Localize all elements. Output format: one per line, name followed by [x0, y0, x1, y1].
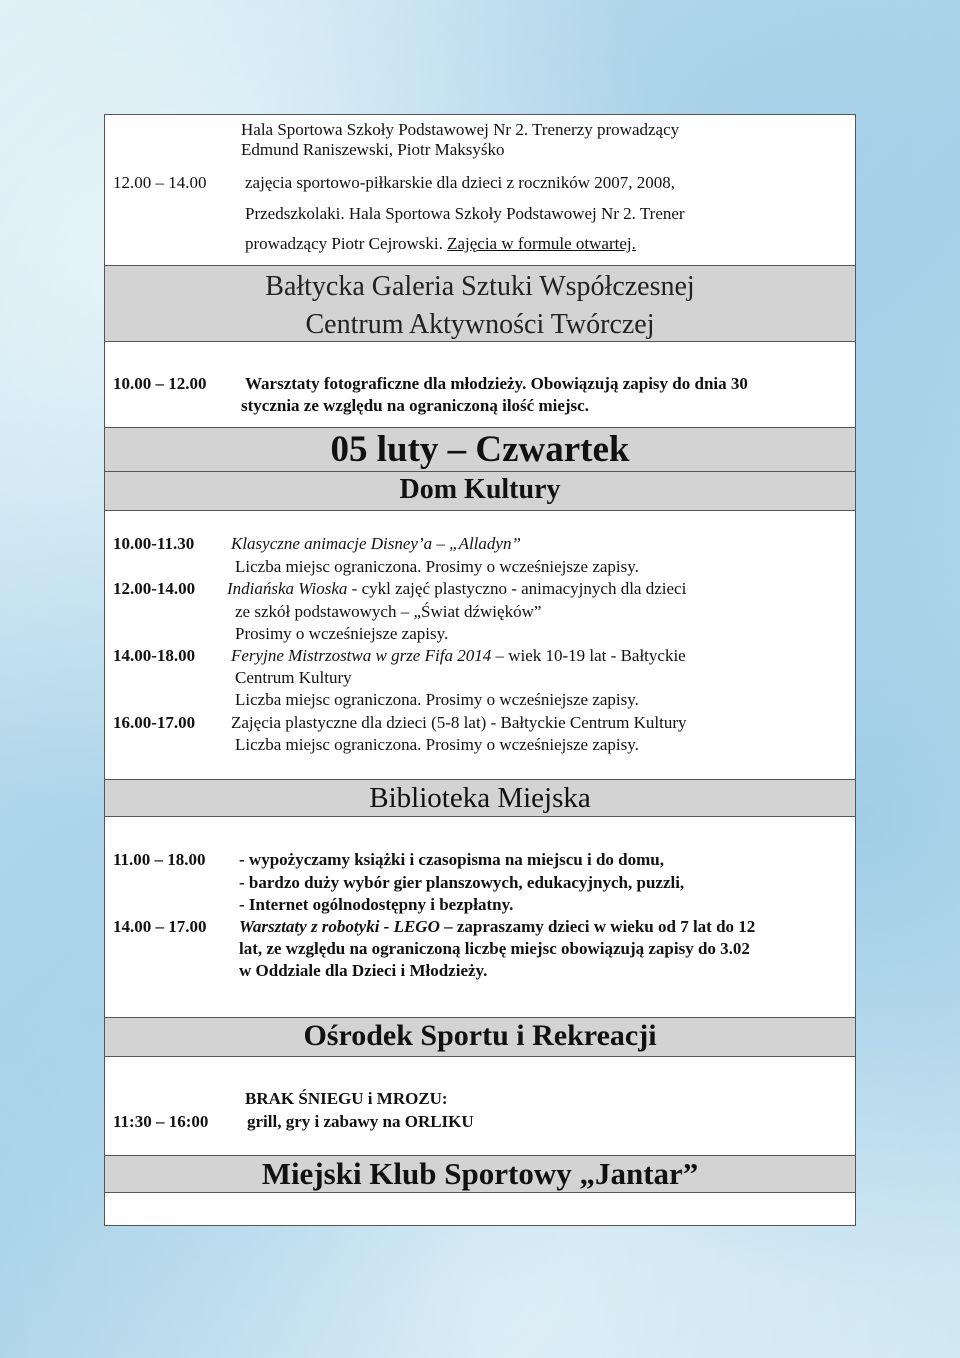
baltycka-line-1: Warsztaty fotograficzne dla młodzieży. Obowiązują zapisy do dnia 30 — [245, 374, 748, 393]
dk-e3-rest: – wiek 10-19 lat - Bałtyckie — [491, 646, 686, 665]
day-header — [105, 427, 855, 473]
klub-title: Miejski Klub Sportowy „Jantar” — [261, 1156, 699, 1191]
baltycka-title-1: Bałtycka Galeria Sztuki Współczesnej — [265, 271, 695, 302]
bib-e2-rest: – zapraszamy dzieci w wieku od 7 lat do 12 — [439, 917, 756, 936]
dk-e2-title: Indiańska Wioska — [227, 579, 348, 598]
intro-line-1: Hala Sportowa Szkoły Podstawowej Nr 2. Trenerzy prowadzący — [241, 120, 680, 139]
dk-e3-note: Liczba miejsc ograniczona. Prosimy o wcześniejsze zapisy. — [235, 690, 639, 709]
schedule-page — [104, 114, 856, 1226]
intro-line-4: Przedszkolaki. Hala Sportowa Szkoły Podstawowej Nr 2. Trener — [245, 204, 685, 223]
bib-e1-line-2: - bardzo duży wybór gier planszowych, edukacyjnych, puzzli, — [239, 873, 685, 892]
dk-e2-time: 12.00-14.00 — [113, 579, 196, 598]
bib-e2-title: Warsztaty z robotyki - LEGO — [239, 917, 440, 936]
intro-line-2: Edmund Raniszewski, Piotr Maksyśko — [241, 140, 505, 159]
dk-e1-time: 10.00-11.30 — [113, 534, 195, 553]
bib-e1-time: 11.00 – 18.00 — [113, 850, 206, 869]
baltycka-header — [105, 265, 855, 342]
dk-e2-line-2: ze szkół podstawowych – „Świat dźwięków” — [235, 602, 542, 621]
biblioteka-header — [105, 779, 855, 817]
intro-line-3: zajęcia sportowo-piłkarskie dla dzieci z roczników 2007, 2008, — [245, 173, 676, 192]
osrodek-title: Ośrodek Sportu i Rekreacji — [303, 1019, 657, 1052]
dom-kultury-title: Dom Kultury — [399, 474, 561, 505]
dom-kultury-header — [105, 471, 855, 511]
dk-e2-note: Prosimy o wcześniejsze zapisy. — [235, 624, 449, 643]
intro-line-5 — [245, 233, 636, 255]
dk-e3-line-1 — [231, 645, 686, 667]
bib-e2-line-1 — [239, 916, 755, 938]
osrodek-time: 11:30 – 16:00 — [113, 1112, 209, 1131]
dk-e4-note: Liczba miejsc ograniczona. Prosimy o wcześniejsze zapisy. — [235, 735, 639, 754]
osrodek-header — [105, 1017, 855, 1057]
bib-e2-line-3: w Oddziale dla Dzieci i Młodzieży. — [239, 961, 488, 980]
baltycka-title-2: Centrum Aktywności Twórczej — [305, 309, 655, 340]
day-title: 05 luty – Czwartek — [330, 429, 630, 470]
dk-e3-line-2: Centrum Kultury — [235, 668, 352, 687]
dk-e2-rest: - cykl zajęć plastyczno - animacyjnych dla dzieci — [347, 579, 687, 598]
osrodek-line-1: BRAK ŚNIEGU i MROZU: — [245, 1089, 448, 1108]
intro-line-5a: prowadzący Piotr Cejrowski. — [245, 234, 448, 253]
bib-e2-line-2: lat, ze względu na ograniczoną liczbę miejsc obowiązują zapisy do 3.02 — [239, 939, 750, 958]
baltycka-line-2: stycznia ze względu na ograniczoną ilość miejsc. — [241, 396, 589, 415]
open-format-note: Zajęcia w formule otwartej. — [447, 234, 636, 253]
dk-e3-title: Feryjne Mistrzostwa w grze Fifa 2014 — [231, 646, 492, 665]
osrodek-line-2: grill, gry i zabawy na ORLIKU — [247, 1112, 474, 1131]
dk-e1-note: Liczba miejsc ograniczona. Prosimy o wcześniejsze zapisy. — [235, 557, 639, 576]
dk-e1-title: Klasyczne animacje Disney’a – „Alladyn” — [231, 534, 521, 553]
biblioteka-title: Biblioteka Miejska — [369, 782, 591, 814]
dk-e4-time: 16.00-17.00 — [113, 713, 196, 732]
dk-e2-line-1 — [227, 578, 686, 600]
intro-time: 12.00 – 14.00 — [113, 173, 207, 192]
bib-e2-time: 14.00 – 17.00 — [113, 917, 207, 936]
dk-e4-title: Zajęcia plastyczne dla dzieci (5-8 lat) - Bałtyckie Centrum Kultury — [231, 713, 687, 732]
dk-e3-time: 14.00-18.00 — [113, 646, 196, 665]
bib-e1-line-1: - wypożyczamy książki i czasopisma na miejscu i do domu, — [239, 850, 664, 869]
bib-e1-line-3: - Internet ogólnodostępny i bezpłatny. — [239, 895, 514, 914]
klub-header — [105, 1155, 855, 1193]
baltycka-time: 10.00 – 12.00 — [113, 374, 207, 393]
